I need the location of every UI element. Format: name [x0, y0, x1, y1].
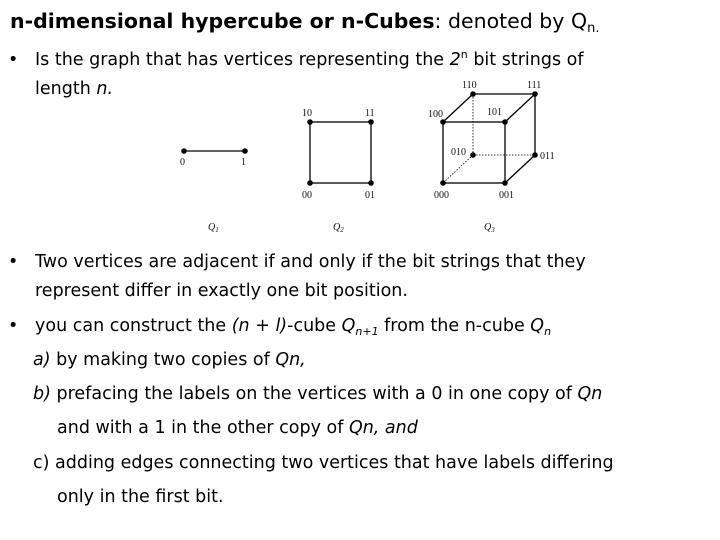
q3-label-100: 100 — [428, 109, 443, 120]
q3-label-110: 110 — [462, 80, 477, 91]
q3-label-011: 011 — [540, 151, 555, 162]
b3-mid: -cube — [287, 316, 342, 336]
step-a-label: a) — [33, 350, 51, 370]
q3-vertex — [440, 119, 446, 125]
q3-vertex — [502, 119, 508, 125]
step-c-cont: only in the first bit. — [57, 487, 224, 507]
step-b-text: prefacing the labels on the vertices with a 0 in one copy of — [50, 384, 578, 404]
bullet-dot: • — [8, 252, 19, 272]
q3-edge — [505, 155, 535, 183]
step-b-cont — [57, 414, 418, 443]
step-b-label: b) — [33, 384, 51, 404]
q2-vertex — [307, 180, 313, 186]
b3-q2sub: n — [544, 325, 552, 338]
q1-vertex — [242, 148, 248, 154]
b1-line2-italic: n. — [96, 79, 114, 99]
q2-vertex — [307, 119, 313, 125]
b3-q2: Q — [530, 316, 545, 336]
q2-label-01: 01 — [365, 190, 375, 201]
b3-p1: (n + l) — [231, 316, 288, 336]
b2-line1: Two vertices are adjacent if and only if the bit strings that they — [35, 252, 586, 272]
q3-label-010: 010 — [451, 147, 466, 158]
q2-vertex — [368, 119, 374, 125]
q2-label-11: 11 — [365, 108, 375, 119]
q3-vertex — [532, 91, 538, 97]
title-rest: : denoted by Q — [434, 9, 588, 33]
q3-vertex — [470, 152, 476, 158]
step-a — [33, 346, 306, 375]
b3-mid2: from the n-cube — [378, 316, 531, 336]
b1-pre: Is the graph that has vertices representing the — [35, 50, 450, 70]
b3-q: Q — [341, 316, 356, 336]
title-sub: n. — [587, 21, 600, 36]
b1-post: bit strings of — [467, 50, 584, 70]
q2-label-00: 00 — [302, 190, 312, 201]
q3-label-101: 101 — [487, 107, 502, 118]
step-a-qn: Qn, — [275, 350, 306, 370]
q1-label-0: 0 — [180, 157, 185, 168]
q3-caption: $Q_3$ — [484, 222, 495, 234]
q3-edge — [505, 94, 535, 122]
b3-qsub: n+1 — [355, 325, 379, 338]
q3-label-000: 000 — [434, 190, 449, 201]
q3-label-001: 001 — [499, 190, 514, 201]
q3-hidden-edge — [443, 155, 473, 183]
step-a-text: by making two copies of — [50, 350, 276, 370]
bullet-construction-text — [35, 312, 705, 341]
b1-base: 2 — [449, 50, 461, 70]
title-bold: n-dimensional hypercube or n-Cubes — [10, 9, 435, 33]
b3-pre: you can construct the — [35, 316, 232, 336]
step-b2-text: and with a 1 in the other copy of — [57, 418, 349, 438]
bullet-dot: • — [8, 50, 19, 70]
bullet-adjacency-text — [35, 248, 705, 306]
b2-line2: represent differ in exactly one bit position. — [35, 281, 408, 301]
step-b-qn: Qn — [577, 384, 603, 404]
q3-edge — [443, 94, 473, 122]
b1-line2: length — [35, 79, 97, 99]
q1-graph — [180, 148, 248, 234]
q3-vertex — [532, 152, 538, 158]
q2-square — [310, 122, 371, 183]
q3-vertex — [440, 180, 446, 186]
q2-graph — [302, 108, 375, 234]
q3-label-111: 111 — [527, 80, 542, 91]
q1-label-1: 1 — [241, 157, 246, 168]
step-b2-qn: Qn, and — [348, 418, 418, 438]
b1-sup: n — [460, 48, 468, 61]
step-b — [33, 380, 602, 409]
q3-vertex — [502, 180, 508, 186]
bullet-dot: • — [8, 316, 19, 336]
q2-vertex — [368, 180, 374, 186]
q3-vertex — [470, 91, 476, 97]
q3-graph — [428, 80, 555, 234]
q1-caption: $Q_1$ — [208, 222, 219, 234]
q1-vertex — [181, 148, 187, 154]
q2-label-10: 10 — [302, 108, 312, 119]
step-c: c) adding edges connecting two vertices that have labels differing — [33, 453, 614, 473]
q2-caption: $Q_2$ — [333, 222, 344, 234]
